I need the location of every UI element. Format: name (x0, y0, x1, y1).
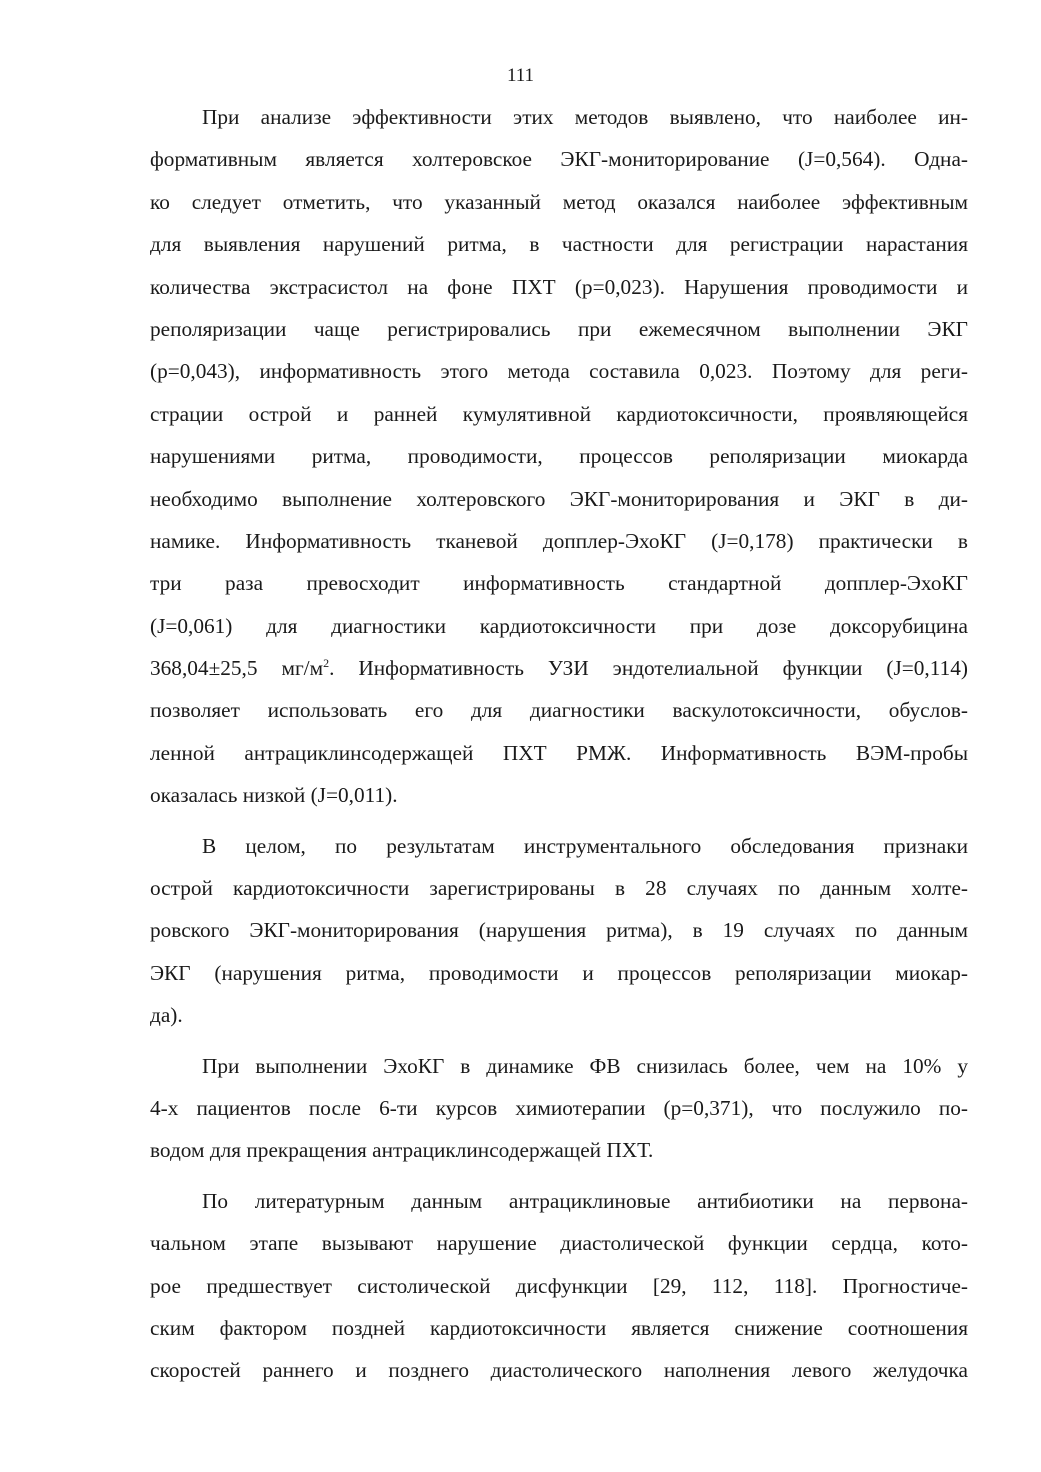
text-line: При анализе эффективности этих методов выявлено, что наиболее ин- (202, 105, 968, 129)
text-line: да). (150, 1003, 183, 1028)
text-line: формативным является холтеровское ЭКГ-мониторирование (J=0,564). Одна- (150, 147, 968, 172)
text-line: ленной антрациклинсодержащей ПХТ РМЖ. Информативность ВЭМ-пробы (150, 740, 968, 765)
text-line: острой кардиотоксичности зарегистрированы в 28 случаях по данным холте- (150, 876, 968, 901)
text-line: три раза превосходит информативность стандартной допплер-ЭхоКГ (150, 571, 968, 596)
text-line: В целом, по результатам инструментального обследования признаки (202, 833, 968, 858)
superscript: 2 (323, 655, 330, 670)
text-line: (J=0,061) для диагностики кардиотоксичности при дозе доксорубицина (150, 613, 968, 638)
text-line: чальном этапе вызывают нарушение диастолической функции сердца, кото- (150, 1231, 968, 1256)
text-line: нарушениями ритма, проводимости, процессов реполяризации миокарда (150, 444, 968, 469)
text-line: намике. Информативность тканевой допплер-ЭхоКГ (J=0,178) практически в (150, 528, 968, 553)
text-line: оказалась низкой (J=0,011). (150, 783, 398, 808)
text-segment: . Информативность УЗИ эндотелиальной функции (J=0,114) (329, 656, 968, 681)
text-line: При выполнении ЭхоКГ в динамике ФВ снизилась более, чем на 10% у (202, 1053, 968, 1078)
text-line: необходимо выполнение холтеровского ЭКГ-мониторирования и ЭКГ в ди- (150, 486, 968, 511)
text-line: (p=0,043), информативность этого метода составила 0,023. Поэтому для реги- (150, 359, 968, 384)
text-line: 4-х пациентов после 6-ти курсов химиотерапии (p=0,371), что послужило по- (150, 1095, 968, 1120)
text-line: страции острой и ранней кумулятивной кардиотоксичности, проявляющейся (150, 401, 968, 426)
paragraph (150, 1045, 968, 1172)
text-line: По литературным данным антрациклиновые антибиотики на первона- (202, 1188, 968, 1213)
text-line: ровского ЭКГ-мониторирования (нарушения ритма), в 19 случаях по данным (150, 918, 968, 943)
text-line: реполяризации чаще регистрировались при ежемесячном выполнении ЭКГ (150, 316, 968, 341)
text-line (150, 647, 968, 689)
text-line: рое предшествует систолической дисфункции [29, 112, 118]. Прогностиче- (150, 1273, 968, 1298)
text-line: количества экстрасистол на фоне ПХТ (p=0,023). Нарушения проводимости и (150, 274, 968, 299)
text-line: для выявления нарушений ритма, в частности для регистрации нарастания (150, 232, 968, 257)
text-line: позволяет использовать его для диагностики васкулотоксичности, обуслов- (150, 698, 968, 723)
document-body (150, 96, 968, 1392)
page-number: 111 (506, 65, 535, 86)
text-line: ЭКГ (нарушения ритма, проводимости и процессов реполяризации миокар- (150, 960, 968, 985)
text-line: ко следует отметить, что указанный метод оказался наиболее эффективным (150, 189, 968, 214)
text-line: водом для прекращения антрациклинсодержащей ПХТ. (150, 1138, 654, 1163)
paragraph (150, 825, 968, 1037)
paragraph (150, 96, 968, 817)
paragraph (150, 1180, 968, 1392)
text-segment: 368,04±25,5 мг/м (150, 656, 324, 681)
text-line: скоростей раннего и позднего диастолического наполнения левого желудочка (150, 1358, 968, 1383)
text-line: ским фактором поздней кардиотоксичности является снижение соотношения (150, 1315, 968, 1340)
